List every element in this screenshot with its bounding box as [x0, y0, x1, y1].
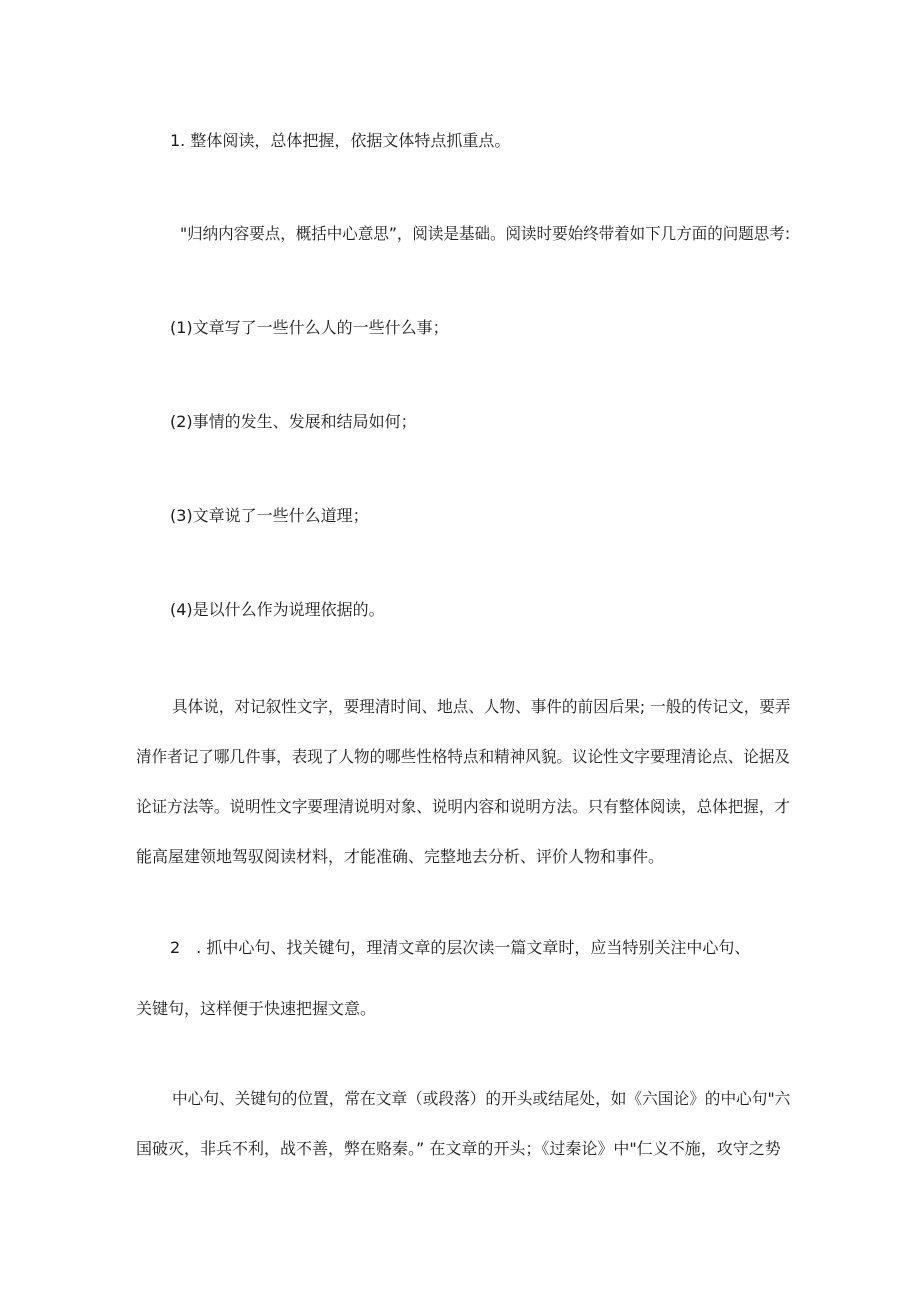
- section2-heading-line-1: 2 . 抓中心句、找关键句，理清文章的层次读一篇文章时，应当特别关注中心句、: [170, 938, 751, 957]
- explanation-line-3: 论证方法等。说明性文字要理清说明对象、说明内容和说明方法。只有整体阅读，总体把握，才: [136, 797, 791, 816]
- question-item-3: (3)文章说了一些什么道理；: [170, 506, 369, 525]
- question-item-1: (1)文章写了一些什么人的一些什么事；: [170, 318, 449, 337]
- section2-body-line-2: 国破灭，非兵不利，战不善，弊在赂秦。” 在文章的开头；《过秦论》中"仁义不施，攻守之势: [136, 1139, 781, 1158]
- section2-body-line-1: 中心句、关键句的位置，常在文章（或段落）的开头或结尾处，如《六国论》的中心句"六: [172, 1089, 791, 1108]
- explanation-line-2: 清作者记了哪几件事，表现了人物的哪些性格特点和精神风貌。议论性文字要理清论点、论据及: [136, 747, 791, 766]
- section2-heading-line-2: 关键句，这样便于快速把握文意。: [136, 999, 377, 1018]
- question-item-2: (2)事情的发生、发展和结局如何；: [170, 412, 417, 431]
- section1-intro: "归纳内容要点，概括中心意思”，阅读是基础。阅读时要始终带着如下几方面的问题思考:: [180, 224, 791, 243]
- section1-heading: 1. 整体阅读，总体把握，依据文体特点抓重点。: [170, 131, 511, 150]
- explanation-line-4: 能高屋建领地驾驭阅读材料，才能准确、完整地去分析、评价人物和事件。: [136, 847, 665, 866]
- question-item-4: (4)是以什么作为说理依据的。: [170, 600, 385, 619]
- explanation-line-1: 具体说，对记叙性文字，要理清时间、地点、人物、事件的前因后果; 一般的传记文，要弄: [172, 697, 791, 716]
